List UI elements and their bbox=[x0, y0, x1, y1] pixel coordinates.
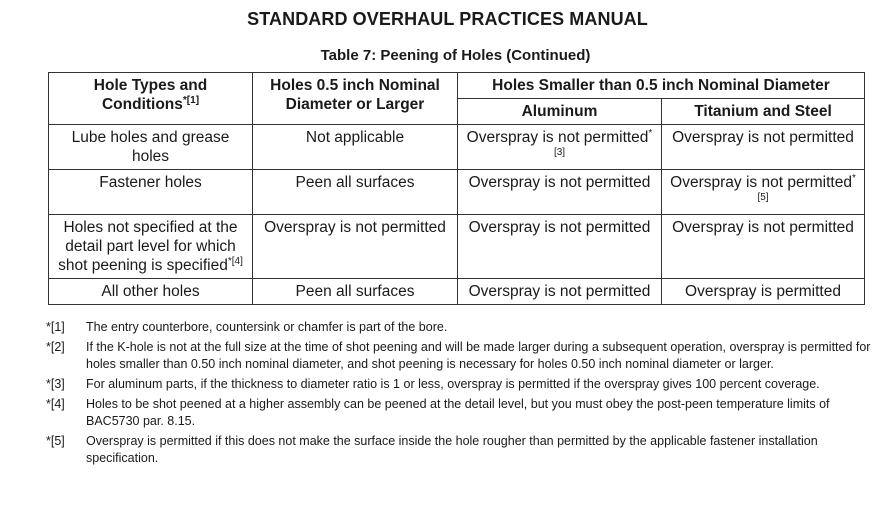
footnote-text: For aluminum parts, if the thickness to diameter ratio is 1 or less, overspray is permitted if the overspray gives 100 percent coverage. bbox=[86, 377, 820, 391]
cell-titanium-steel: Overspray is permitted bbox=[662, 279, 865, 305]
cell-aluminum: Overspray is not permitted bbox=[458, 279, 662, 305]
footnote-mark: *[2] bbox=[46, 340, 65, 354]
cell-hole-type: All other holes bbox=[49, 279, 253, 305]
footnote-mark: *[3] bbox=[46, 377, 65, 391]
header-small-holes: Holes Smaller than 0.5 inch Nominal Diameter bbox=[458, 73, 865, 99]
cell-aluminum: Overspray is not permitted$^{*[3]}$ bbox=[458, 125, 662, 170]
cell-titanium-steel: Overspray is not permitted$^{*[5]}$ bbox=[662, 170, 865, 215]
footnote-text: The entry counterbore, countersink or chamfer is part of the bore. bbox=[86, 320, 448, 334]
table-row bbox=[49, 125, 865, 170]
footnote-mark: *[4] bbox=[46, 397, 65, 411]
cell-large-holes: Overspray is not permitted bbox=[253, 215, 458, 279]
footnotes bbox=[40, 319, 880, 470]
footnote bbox=[40, 376, 880, 393]
footnote-text: Holes to be shot peened at a higher assembly can be peened at the detail level, but you must obey the post-peen temperature limits of BAC5730 par. 8.15. bbox=[86, 397, 830, 428]
footnote-text: If the K-hole is not at the full size at the time of shot peening and will be made larger during a subsequent operation, overspray is permitted for holes smaller than 0.50 inch nominal diameter, and shot peening is necessary for holes 0.50 inch nominal diameter or larger. bbox=[86, 340, 871, 371]
table-row bbox=[49, 215, 865, 279]
cell-aluminum: Overspray is not permitted bbox=[458, 215, 662, 279]
header-titanium-steel: Titanium and Steel bbox=[662, 99, 865, 125]
table-row bbox=[49, 279, 865, 305]
cell-hole-type: Fastener holes bbox=[49, 170, 253, 215]
cell-large-holes: Not applicable bbox=[253, 125, 458, 170]
table-row bbox=[49, 170, 865, 215]
cell-hole-type: Lube holes and grease holes bbox=[49, 125, 253, 170]
header-hole-types: Hole Types and Conditions$^{*[1]}$ bbox=[49, 73, 253, 125]
footnote-ref: *[3] bbox=[553, 127, 653, 158]
footnote-ref: *[1] bbox=[182, 94, 200, 106]
footnote bbox=[40, 319, 880, 336]
header-aluminum: Aluminum bbox=[458, 99, 662, 125]
cell-large-holes: Peen all surfaces bbox=[253, 279, 458, 305]
footnote bbox=[40, 433, 880, 467]
footnote-ref: *[4] bbox=[227, 255, 243, 267]
manual-title: STANDARD OVERHAUL PRACTICES MANUAL bbox=[247, 9, 648, 29]
cell-aluminum: Overspray is not permitted bbox=[458, 170, 662, 215]
footnote-mark: *[1] bbox=[46, 320, 65, 334]
table-caption: Table 7: Peening of Holes (Continued) bbox=[320, 47, 591, 64]
header-large-holes: Holes 0.5 inch Nominal Diameter or Larger bbox=[253, 73, 458, 125]
header-row-top bbox=[49, 73, 865, 99]
cell-titanium-steel: Overspray is not permitted bbox=[662, 125, 865, 170]
cell-hole-type: Holes not specified at the detail part level for which shot peening is specified$^{*[4]}$ bbox=[49, 215, 253, 279]
cell-large-holes: Peen all surfaces bbox=[253, 170, 458, 215]
peening-table bbox=[48, 72, 865, 305]
footnote-text: Overspray is permitted if this does not make the surface inside the hole rougher than permitted by the applicable fastener installation specification. bbox=[86, 434, 818, 465]
footnote bbox=[40, 339, 880, 373]
footnote-mark: *[5] bbox=[46, 434, 65, 448]
cell-titanium-steel: Overspray is not permitted bbox=[662, 215, 865, 279]
footnote bbox=[40, 396, 880, 430]
footnote-ref: *[5] bbox=[757, 172, 856, 203]
